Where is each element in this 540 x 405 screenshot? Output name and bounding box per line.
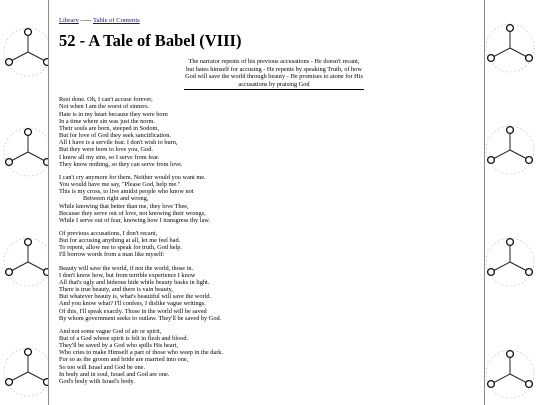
poem-line: All I have is a servile fear. I don't wish to burn,	[59, 139, 178, 147]
poem-line: In body and in soul, Israel and God are one.	[59, 370, 170, 378]
poem-line: So too will Israel and God be one.	[59, 363, 146, 371]
right-margin-decoration	[480, 0, 540, 405]
node-motif	[4, 28, 52, 76]
node-motif	[4, 128, 52, 176]
poem-line: They know nothing, so they can serve from love.	[59, 160, 183, 168]
poem-line: Beauty will save the world, if not the world, those in.	[59, 264, 194, 272]
poem-line: But whatever beauty is, what's beautiful will save the world.	[59, 293, 212, 301]
page-title: 52 - A Tale of Babel (VIII)	[59, 31, 242, 50]
node-motif	[486, 350, 534, 398]
poem-line: All that's ugly and hideous hide while beauty basks in light.	[59, 278, 210, 286]
poem-line: For so as the groom and bride are married into one,	[59, 356, 189, 364]
poem-line: But for love of God they seek sanctification.	[59, 132, 171, 140]
poem-line: They'll be saved by a God who spills His heart,	[59, 342, 179, 350]
breadcrumb	[59, 17, 474, 24]
poem-line: Hate is in my heart because they were born	[59, 110, 168, 118]
chapter-summary: The narrator repents of his previous accusations - He doesn't recant, but hates himself for accusing - He repents by speaking Truth, of how God will save the world through beauty - He promises to atone for His accusations by praising God	[184, 58, 364, 90]
poem-line: While I serve out of fear, knowing how I transgress thy law.	[59, 216, 210, 224]
table-of-contents-link[interactable]: Table of Contents	[92, 17, 140, 24]
poem-line: I'll borrow words from a man like myself:	[59, 251, 165, 259]
poem-line: Who cries to make Himself a part of those who weep in the dark.	[59, 349, 224, 357]
node-motif	[486, 238, 534, 286]
poem-line: I know all my sins, so I serve from fear.	[59, 153, 160, 161]
poem-line: But they were born to love you, God.	[59, 146, 153, 154]
node-motif	[4, 238, 52, 286]
poem-line: There is true beauty, and there is vain beauty,	[59, 286, 173, 294]
node-motif	[486, 24, 534, 72]
document-page	[48, 0, 485, 405]
poem-line: I can't cry anymore for them. Neither would you want me.	[59, 173, 206, 181]
poem-line: Their souls are born, steeped in Sodom,	[59, 124, 160, 132]
poem-line: Because they serve out of love, not knowing their wrongs,	[59, 209, 206, 217]
poem-line: This is my cross, to live amidst people who know not	[59, 188, 194, 196]
node-motif	[4, 348, 52, 396]
node-motif	[486, 126, 534, 174]
breadcrumb-separator: -----	[78, 17, 93, 24]
poem-stanza	[59, 265, 474, 322]
poem-line: I don't know how, but from terrible experience I know	[59, 271, 196, 279]
poem-line: While knowing that better than me, they love Thee,	[59, 202, 189, 210]
poem-line: Rest done. Oh, I can't accuse forever,	[59, 96, 153, 104]
poem-line: Of this, I'll speak exactly. Those in the world will be saved	[59, 307, 207, 315]
poem-body	[59, 96, 474, 385]
poem-line: Not when I am the worst of sinners.	[59, 103, 150, 111]
poem-stanza	[59, 96, 474, 168]
poem-line: God's body with Israel's body.	[59, 377, 135, 385]
poem-line: Between right and wrong,	[83, 195, 149, 203]
poem-stanza	[59, 174, 474, 224]
poem-stanza	[59, 230, 474, 259]
poem-line: Of previous accusations, I don't recant,	[59, 229, 158, 237]
poem-line: And you know what? I'll confess, I dislike vague writings.	[59, 300, 206, 308]
poem-line: You would have me say, "Please God, help me."	[59, 181, 181, 189]
poem-stanza	[59, 328, 474, 385]
poem-line: And not some vague God of air or spirit,	[59, 327, 162, 335]
poem-line: By whom government seeks to outlaw. They'll be saved by God.	[59, 314, 222, 322]
poem-line: But for accusing anything at all, let me feel bad.	[59, 237, 181, 245]
poem-line: In a time where sin was just the norm.	[59, 117, 156, 125]
poem-line: But of a God whose spirit is felt in flesh and blood.	[59, 335, 189, 342]
poem-line: To repent, allow me to speak for truth, God help.	[59, 244, 183, 252]
library-link[interactable]: Library	[59, 17, 79, 24]
